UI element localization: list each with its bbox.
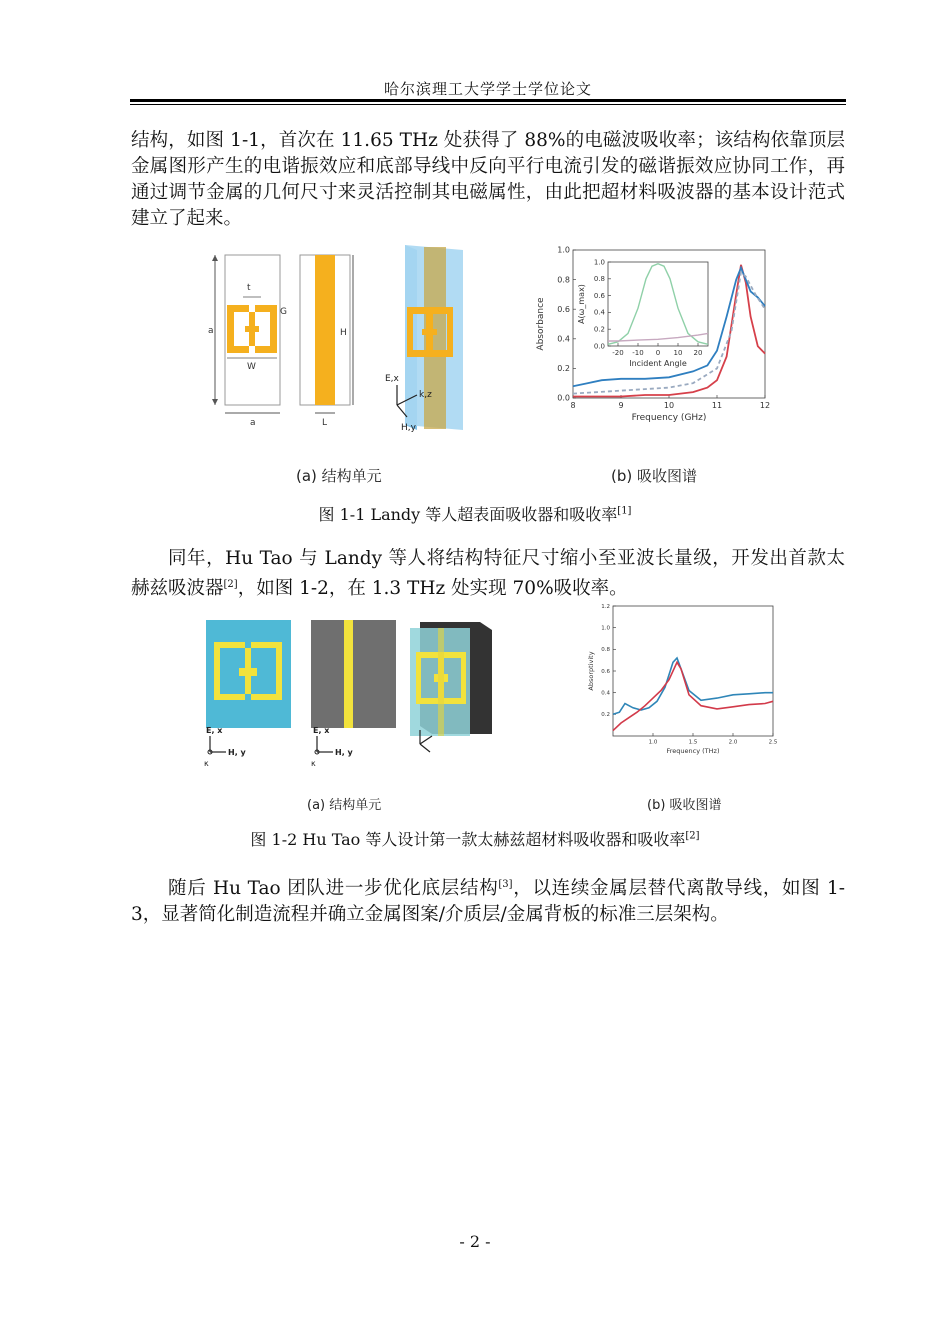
dim-W-label: W	[247, 362, 256, 372]
header-rule-thick	[130, 99, 846, 102]
fig2a-axis-H-label: H, y	[228, 748, 246, 757]
figure2-subcaption-a: (a) 结构单元	[307, 798, 382, 813]
chart1-x-tick-label-0: 8	[570, 401, 576, 410]
chart1-y-tick-label-1: 0.2	[557, 364, 570, 374]
chart2-y-tick-label-5: 1.2	[601, 603, 610, 610]
chart2-y-tick-label-4: 1.0	[601, 625, 610, 632]
dim-t-label: t	[247, 283, 251, 293]
chart2-x-tick-label-3: 2.5	[768, 739, 778, 746]
paragraph-3-text-b: ，以连续金属层替代离散导线，如图 1-3，显著简化制造流程并确立金属图案/介质层/金属背板的标准三层架构。	[131, 878, 846, 926]
chart1-inset-x-tick-label-4: 20	[693, 349, 703, 357]
chart1-y-tick-label-2: 0.4	[557, 334, 570, 344]
fig1-axis-E-label: E,x	[385, 374, 399, 384]
page-header: 哈尔滨理工大学学士学位论文	[383, 80, 592, 98]
chart1-inset-y-tick-label-4: 0.8	[593, 275, 605, 284]
fig2b-axis-E-label: E, x	[313, 726, 330, 735]
chart1-inset-x-tick-label-0: -20	[612, 349, 624, 357]
chart1-inset-x-axis-label: Incident Angle	[629, 359, 687, 368]
figure2-subcaption-b: (b) 吸收图谱	[647, 798, 722, 813]
chart1-inset-x-tick-label-3: 10	[673, 349, 683, 357]
chart1-y-tick-label-4: 0.8	[557, 275, 570, 285]
page-number: - 2 -	[459, 1232, 491, 1251]
citation-2[interactable]: [2]	[223, 579, 238, 590]
chart2-x-tick-label-2: 2.0	[728, 739, 738, 746]
figure2-caption-text: 图 1-2 Hu Tao 等人设计第一款太赫兹超材料吸收器和吸收率	[250, 830, 686, 849]
figure1-caption-ref[interactable]: [1]	[617, 505, 632, 517]
chart1-y-axis-label: Absorbance	[536, 297, 546, 351]
figure2-absorptivity-chart	[585, 600, 785, 760]
chart2-plot-frame	[613, 606, 773, 736]
figure2-structure	[198, 612, 503, 772]
paragraph-3-text-a: 随后 Hu Tao 团队进一步优化底层结构	[168, 878, 499, 900]
chart1-y-tick-label-3: 0.6	[557, 304, 570, 314]
header-rule-thin	[130, 104, 846, 105]
chart2-y-tick-label-1: 0.4	[601, 690, 610, 697]
chart1-inset-y-tick-label-2: 0.4	[593, 308, 605, 317]
chart1-inset-y-tick-label-3: 0.6	[593, 291, 605, 300]
paragraph-2-text-b: ，如图 1-2，在 1.3 THz 处实现 70%吸收率。	[237, 578, 628, 600]
figure1-caption-text: 图 1-1 Landy 等人超表面吸收器和吸收率	[318, 505, 618, 524]
chart1-inset-x-tick-label-1: -10	[632, 349, 644, 357]
figure1-subcaption-b: (b) 吸收图谱	[611, 467, 697, 485]
chart2-x-tick-label-0: 1.0	[648, 739, 658, 746]
dim-G-label: G	[280, 307, 287, 317]
chart1-x-axis-label: Frequency (GHz)	[631, 413, 707, 423]
chart2-y-tick-label-2: 0.6	[601, 668, 610, 675]
paragraph-2	[131, 546, 845, 602]
chart2-y-tick-label-3: 0.8	[601, 647, 610, 654]
paragraph-3	[131, 872, 845, 928]
fig2a-axis-k-label: κ	[204, 759, 209, 768]
chart1-inset-y-tick-label-0: 0.0	[593, 342, 605, 351]
chart1-x-tick-label-4: 12	[759, 401, 771, 410]
paragraph-1: 结构，如图 1-1，首次在 11.65 THz 处获得了 88%的电磁波吸收率；该结构依靠顶层金属图形产生的电谐振效应和底部导线中反向平行电流引发的磁谐振效应协同工作，再通过调节金属的几何尺寸来灵活控制其电磁属性，由此把超材料吸波器的基本设计范式建立了起来。	[131, 130, 845, 229]
chart1-inset-y-axis-label: A(ω_max)	[577, 284, 586, 324]
fig1-axis-H-label: H,y	[401, 423, 416, 433]
fig1-axis-k-label: k,z	[419, 390, 432, 400]
fig2b-axis-k-label: κ	[311, 759, 316, 768]
citation-3[interactable]: [3]	[498, 879, 513, 890]
paragraph-2-text-a: 同年，Hu Tao 与 Landy 等人将结构特征尺寸缩小至亚波长量级，开发出首款太赫兹吸波器	[131, 548, 845, 600]
figure2-caption-ref[interactable]: [2]	[685, 830, 700, 842]
chart1-y-tick-label-5: 1.0	[557, 245, 570, 255]
figure1-subcaption-a: (a) 结构单元	[296, 467, 382, 485]
chart1-x-tick-label-1: 9	[618, 401, 624, 410]
dim-H-label: H	[340, 328, 347, 338]
chart1-inset-y-tick-label-1: 0.2	[593, 325, 605, 334]
dim-a2-label: a	[208, 326, 214, 336]
figure1-caption	[0, 502, 950, 525]
chart2-y-tick-label-0: 0.2	[601, 712, 610, 719]
fig2b-axis-H-label: H, y	[335, 748, 353, 757]
figure1-structure	[205, 245, 485, 435]
dim-a1-label: a	[250, 418, 256, 428]
chart1-y-tick-label-0: 0.0	[557, 393, 570, 403]
chart1-inset-plot-frame	[608, 262, 708, 346]
dim-L-label: L	[322, 418, 328, 428]
chart1-x-tick-label-2: 10	[663, 401, 675, 410]
chart1-inset-y-tick-label-5: 1.0	[593, 258, 605, 267]
chart1-inset-x-tick-label-2: 0	[655, 349, 661, 357]
figure2-caption	[0, 827, 950, 850]
chart2-x-axis-label: Frequency (THz)	[666, 747, 720, 755]
chart2-x-tick-label-1: 1.5	[688, 739, 698, 746]
fig2a-axis-E-label: E, x	[206, 726, 223, 735]
chart1-x-tick-label-3: 11	[711, 401, 723, 410]
figure1-absorbance-chart	[528, 242, 778, 427]
chart2-y-axis-label: Absorptivity	[587, 651, 595, 691]
